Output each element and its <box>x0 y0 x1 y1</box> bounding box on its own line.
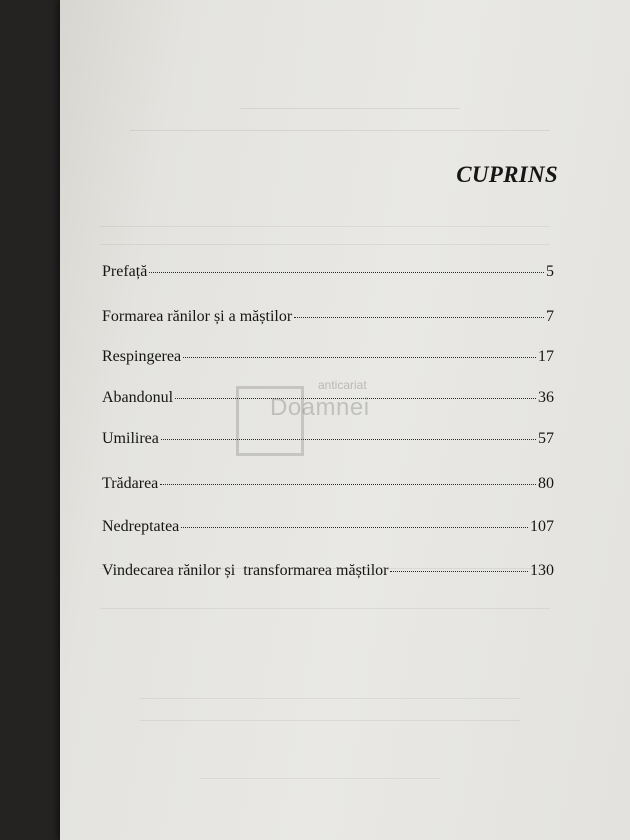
toc-entry-label: Prefață <box>102 263 148 280</box>
watermark-big-text: Doamnei <box>270 394 370 421</box>
toc-entry-page: 7 <box>546 308 554 325</box>
show-through-line <box>200 770 440 779</box>
watermark-small-text: anticariat <box>318 378 367 392</box>
toc-entry-page: 5 <box>546 263 554 280</box>
toc-entry <box>102 562 554 580</box>
dot-leader <box>294 317 544 318</box>
toc-entry <box>102 518 554 536</box>
toc-entry-label: Respingerea <box>102 348 182 365</box>
show-through-line <box>140 712 520 721</box>
show-through-line <box>100 236 550 245</box>
toc-entry-page: 36 <box>538 389 554 406</box>
show-through-line <box>140 690 520 699</box>
toc-entry-label: Abandonul <box>102 389 174 406</box>
toc-entry-label: Vindecarea rănilor și transformarea măștilor <box>102 562 389 579</box>
toc-entry <box>102 348 554 366</box>
toc-entry <box>102 308 554 326</box>
toc-entry <box>102 475 554 493</box>
toc-entry-label: Trădarea <box>102 475 159 492</box>
toc-entry-page: 57 <box>538 430 554 447</box>
toc-entry-page: 17 <box>538 348 554 365</box>
show-through-line <box>100 218 550 227</box>
show-through-line <box>240 100 460 109</box>
toc-entry <box>102 263 554 281</box>
toc-entry-label: Umilirea <box>102 430 159 447</box>
dot-leader <box>181 527 528 528</box>
dot-leader <box>149 272 544 273</box>
toc-entry-label: Formarea rănilor și a măștilor <box>102 308 293 325</box>
show-through-line <box>130 122 550 131</box>
dot-leader <box>183 357 536 358</box>
show-through-line <box>100 600 550 609</box>
page-title: CUPRINS <box>456 162 558 187</box>
dot-leader <box>390 571 528 572</box>
toc-entry-page: 107 <box>530 518 554 535</box>
toc-entry-page: 80 <box>538 475 554 492</box>
dot-leader <box>160 484 536 485</box>
toc-entry-label: Nedreptatea <box>102 518 180 535</box>
anticariat-watermark <box>236 376 376 456</box>
toc-entry-page: 130 <box>530 562 554 579</box>
